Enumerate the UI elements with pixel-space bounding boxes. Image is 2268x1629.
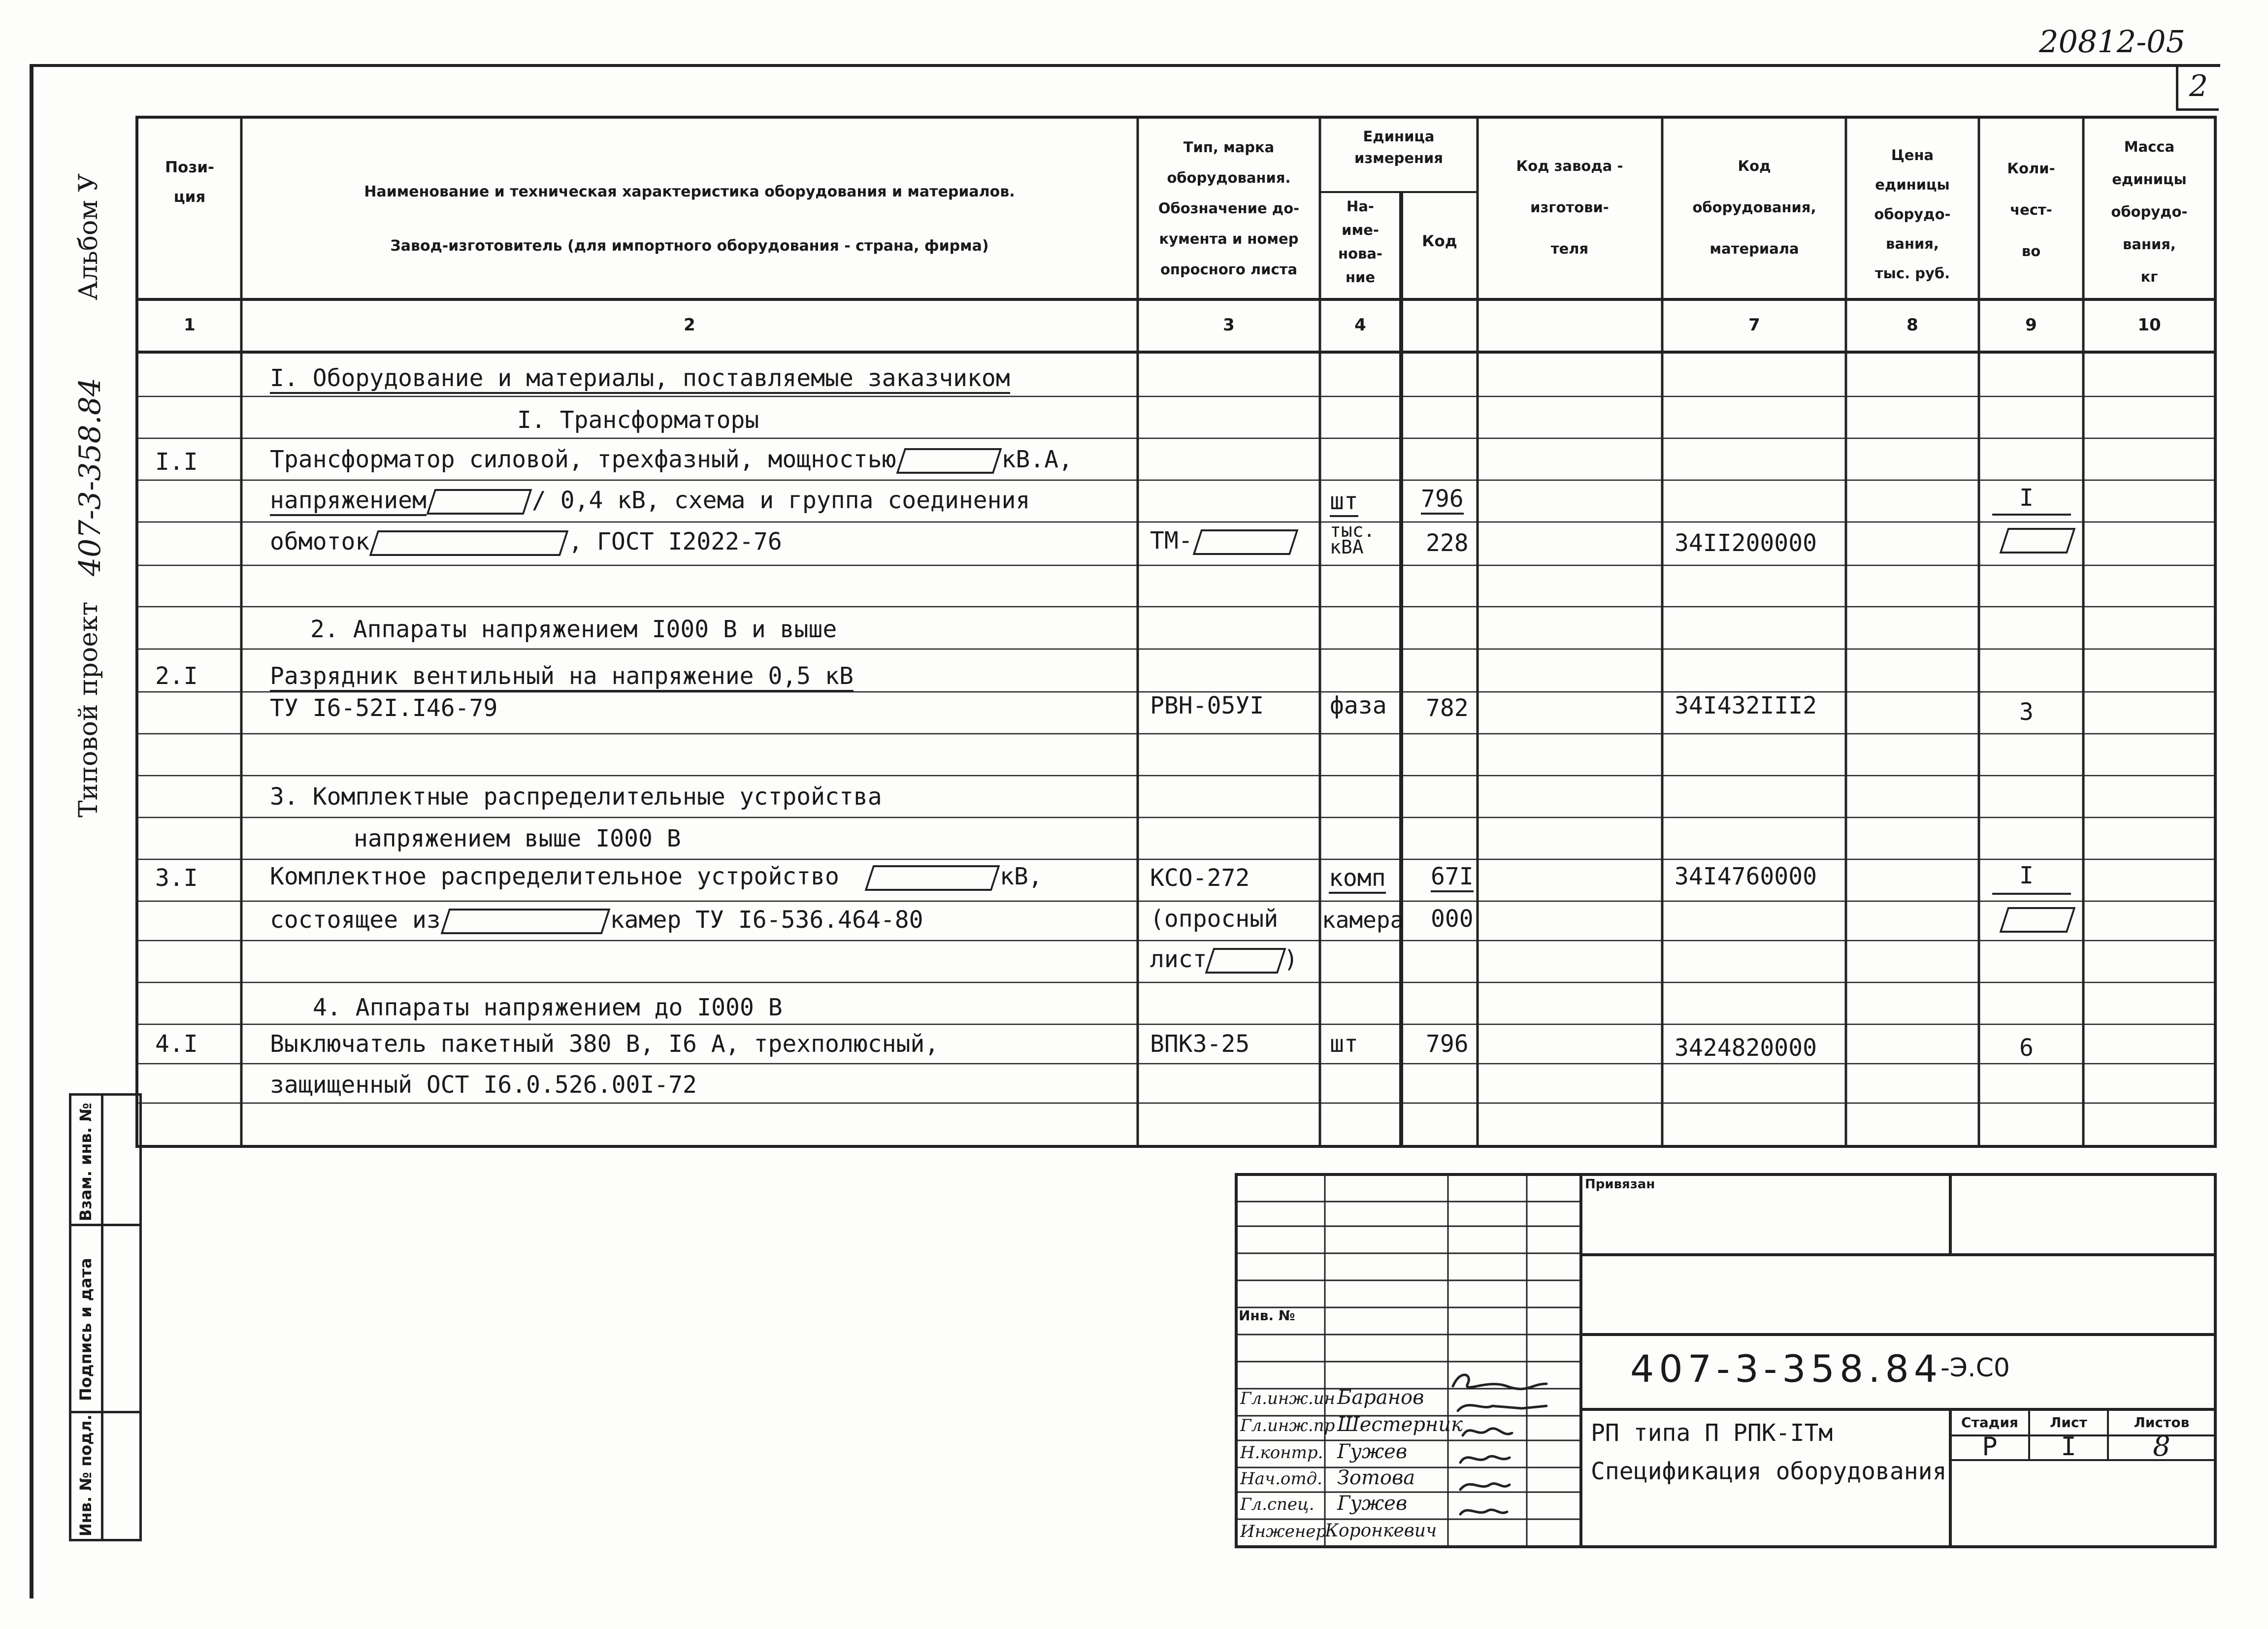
equip-code-4-1: 3424820000 bbox=[1675, 1034, 1817, 1062]
colnum-8: 8 bbox=[1906, 315, 1918, 335]
type-3-1-a: КСО-272 bbox=[1150, 864, 1250, 892]
code-3-1-a: 67I bbox=[1431, 863, 1474, 892]
colnum-9: 9 bbox=[2025, 315, 2037, 335]
tb-stage-label: Стадия bbox=[1961, 1414, 2018, 1431]
signer-name-6: Коронкевич bbox=[1325, 1521, 1437, 1541]
pos-3-1: 3.I bbox=[155, 864, 198, 892]
qty-1-1-blank bbox=[2000, 528, 2075, 554]
header-factory-code: Код завода - изготови- теля bbox=[1516, 158, 1623, 257]
qty-4-1: 6 bbox=[2019, 1034, 2034, 1062]
signatures-scribbles bbox=[1448, 1364, 1566, 1546]
item-3-1-line1: Комплектное распределительное устройство кВ, bbox=[270, 863, 1043, 890]
header-equipment-code: Код оборудования, материала bbox=[1692, 158, 1816, 257]
unit-3-1-b: камера bbox=[1322, 907, 1404, 933]
item-4-1-line2: защищенный ОСТ I6.0.526.00I-72 bbox=[270, 1071, 697, 1099]
tb-doc-code: 407-3-358.84 bbox=[1630, 1347, 1943, 1391]
header-name: Наименование и техническая характеристика оборудования и материалов. Завод-изготовитель (для импортного оборудования - страна, фирма) bbox=[364, 183, 1015, 255]
pos-4-1: 4.I bbox=[155, 1030, 198, 1058]
colnum-4: 4 bbox=[1354, 315, 1366, 335]
blank-windings bbox=[369, 530, 569, 556]
doc-stamp-number: 20812-05 bbox=[2039, 24, 2186, 60]
colnum-1: 1 bbox=[184, 315, 196, 335]
unit-4-1: шт bbox=[1330, 1030, 1358, 1058]
section-3-title-1: 3. Комплектные распределительные устройства bbox=[270, 783, 882, 811]
item-4-1-line1: Выключатель пакетный 380 В, I6 А, трехполюсный, bbox=[270, 1030, 939, 1058]
equip-code-3-1: 34I4760000 bbox=[1675, 863, 1817, 890]
signer-name-3: Гужев bbox=[1337, 1440, 1408, 1463]
unit-3-1-a: комп bbox=[1329, 864, 1386, 894]
signer-role-2: Гл.инж.пр bbox=[1240, 1416, 1335, 1435]
code-4-1: 796 bbox=[1426, 1030, 1469, 1058]
type-2-1: РВН-05УI bbox=[1150, 692, 1264, 719]
colnum-3: 3 bbox=[1223, 315, 1235, 335]
tb-sheet: I bbox=[2061, 1432, 2076, 1462]
blank-chambers bbox=[440, 909, 610, 934]
tb-privyazan: Привязан bbox=[1585, 1177, 1655, 1192]
tb-inv-label: Инв. № bbox=[1239, 1307, 1295, 1324]
qty-1-1: I bbox=[2019, 484, 2034, 512]
colnum-2: 2 bbox=[684, 315, 695, 335]
signer-role-5: Гл.спец. bbox=[1240, 1495, 1315, 1514]
unit-1-1-a: шт bbox=[1330, 488, 1358, 517]
code-2-1: 782 bbox=[1426, 694, 1469, 722]
header-price: Цена единицы оборудо- вания, тыс. руб. bbox=[1874, 147, 1951, 282]
item-2-1-line1: Разрядник вентильный на напряжение 0,5 кВ bbox=[270, 662, 854, 692]
tb-sheets-label: Листов bbox=[2134, 1414, 2190, 1431]
qty-3-1-blank bbox=[2000, 907, 2075, 933]
signer-name-5: Гужев bbox=[1337, 1492, 1408, 1515]
code-3-1-b: 000 bbox=[1431, 905, 1474, 933]
project-label: Типовой проект bbox=[74, 601, 103, 817]
item-1-1-line1: Трансформатор силовой, трехфазный, мощностью кВ.А, bbox=[270, 446, 1073, 473]
tb-sheets: 8 bbox=[2153, 1431, 2170, 1463]
item-2-1-line2: ТУ I6-52I.I46-79 bbox=[270, 694, 498, 722]
code-1-1-b: 228 bbox=[1426, 529, 1469, 557]
unit-2-1: фаза bbox=[1330, 692, 1387, 719]
sheet-number: 2 bbox=[2189, 69, 2208, 103]
blank-questionnaire bbox=[1205, 948, 1286, 974]
type-3-1-b: (опросный bbox=[1150, 905, 1279, 933]
type-1-1: ТМ- bbox=[1150, 527, 1298, 555]
project-code-handwritten: 407-3-358.84 bbox=[73, 377, 107, 576]
blank-kru-voltage bbox=[864, 865, 1000, 891]
blank-power bbox=[896, 448, 1002, 474]
qty-2-1: 3 bbox=[2019, 698, 2034, 726]
blank-type bbox=[1192, 529, 1298, 555]
item-1-1-line3: обмоток , ГОСТ I2022-76 bbox=[270, 528, 782, 555]
section-1-title: I. Оборудование и материалы, поставляемые заказчиком bbox=[270, 364, 1010, 394]
item-1-1-line2: напряжением / 0,4 кВ, схема и группа соединения bbox=[270, 487, 1030, 515]
signer-name-2: Шестерник bbox=[1337, 1413, 1463, 1436]
header-quantity: Коли- чест- во bbox=[2007, 160, 2055, 260]
section-2-title: 2. Аппараты напряжением I000 В и выше bbox=[310, 616, 837, 643]
header-type: Тип, марка оборудования. Обозначение до- кумента и номер опросного листа bbox=[1158, 139, 1300, 278]
stamp-podpis: Подпись и дата bbox=[76, 1258, 95, 1401]
unit-1-1-b: тыс. кВА bbox=[1330, 520, 1375, 558]
pos-2-1: 2.I bbox=[155, 662, 198, 690]
stamp-vzam: Взам. инв. № bbox=[76, 1103, 95, 1221]
header-unit-code: Код bbox=[1422, 232, 1457, 250]
signer-role-4: Нач.отд. bbox=[1240, 1469, 1322, 1489]
colnum-10: 10 bbox=[2137, 315, 2161, 335]
signer-role-3: Н.контр. bbox=[1240, 1443, 1323, 1463]
header-unit-group: Единица измерения bbox=[1354, 128, 1443, 166]
header-mass: Масса единицы оборудо- вания, кг bbox=[2111, 138, 2188, 285]
header-unit-name: На- име- нова- ние bbox=[1338, 198, 1382, 286]
pos-1-1: I.I bbox=[155, 448, 198, 476]
section-3-title-2: напряжением выше I000 В bbox=[354, 825, 681, 852]
stamp-inv-podl: Инв. № подл. bbox=[76, 1414, 95, 1536]
tb-doc-suffix: -Э.С0 bbox=[1940, 1353, 2010, 1383]
signer-name-1: Баранов bbox=[1337, 1386, 1424, 1409]
tb-title-2: Спецификация оборудования bbox=[1591, 1458, 1947, 1485]
colnum-7: 7 bbox=[1748, 315, 1760, 335]
type-4-1: ВПКЗ-25 bbox=[1150, 1030, 1250, 1058]
blank-voltage bbox=[426, 489, 532, 515]
equip-code-1-1: 34II200000 bbox=[1675, 529, 1817, 557]
item-3-1-line2: состоящее из камер ТУ I6-536.464-80 bbox=[270, 906, 923, 934]
qty-3-1: I bbox=[2019, 862, 2034, 889]
tb-stage: Р bbox=[1982, 1432, 1998, 1462]
type-3-1-c: лист ) bbox=[1150, 945, 1298, 973]
subsection-1-title: I. Трансформаторы bbox=[517, 406, 759, 434]
tb-title-1: РП типа П РПК-IТм bbox=[1591, 1419, 1833, 1447]
album-label: Альбом У bbox=[74, 173, 103, 300]
signer-name-4: Зотова bbox=[1337, 1466, 1415, 1489]
signer-role-1: Гл.инж.ин bbox=[1240, 1389, 1336, 1408]
equip-code-2-1: 34I432III2 bbox=[1675, 692, 1817, 719]
header-position: Пози- ция bbox=[165, 159, 214, 206]
section-4-title: 4. Аппараты напряжением до I000 В bbox=[313, 994, 783, 1021]
code-1-1-a: 796 bbox=[1421, 485, 1464, 515]
tb-sheet-label: Лист bbox=[2050, 1414, 2087, 1431]
signer-role-6: Инженер bbox=[1240, 1522, 1327, 1541]
